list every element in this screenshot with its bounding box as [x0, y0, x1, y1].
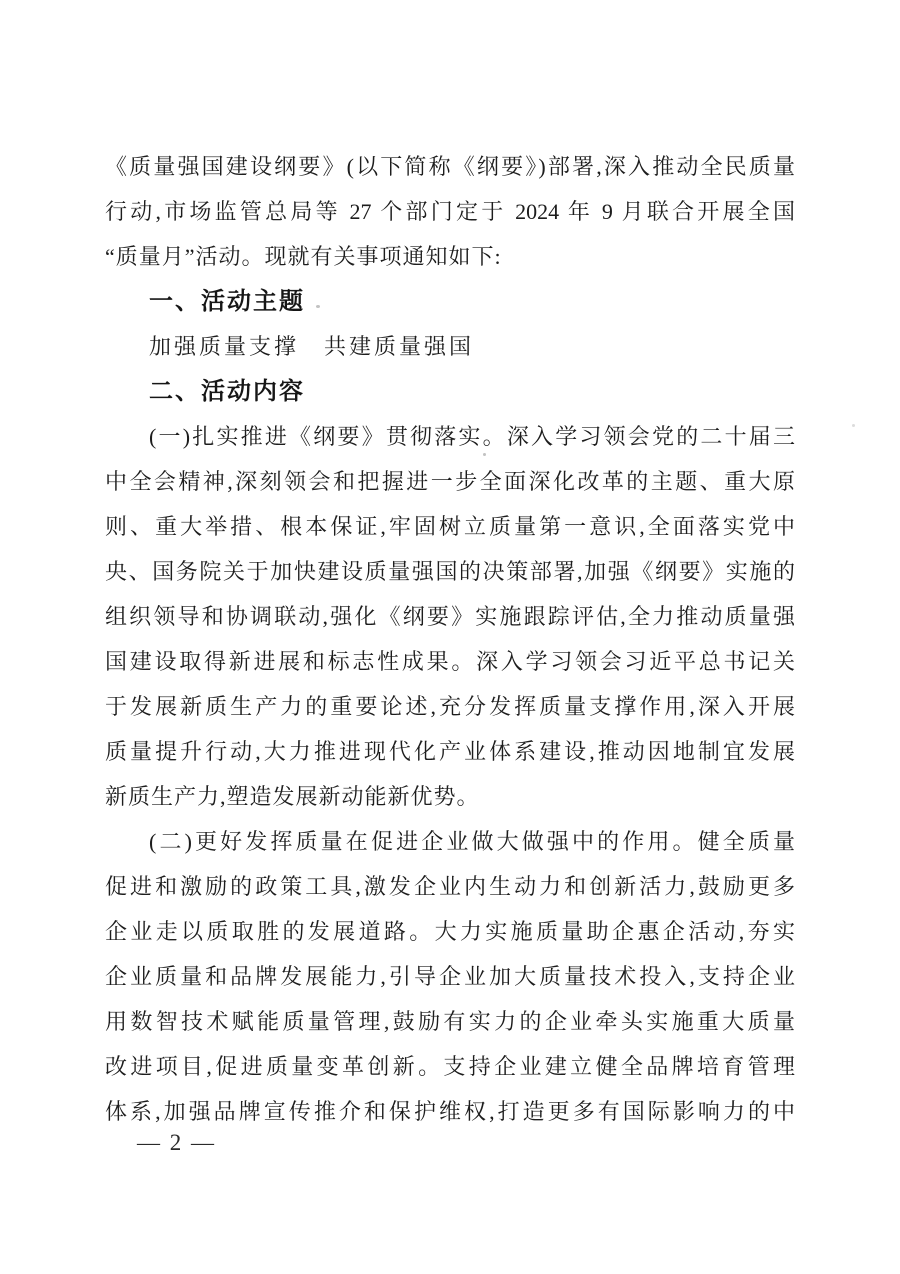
item-2-paragraph-line-3: 企业走以质取胜的发展道路。大力实施质量助企惠企活动,夯实 — [105, 919, 795, 944]
item-1-paragraph-line-4: 央、国务院关于加快建设质量强国的决策部署,加强《纲要》实施的 — [105, 559, 795, 584]
item-2-paragraph-line-7: 体系,加强品牌宣传推介和保护维权,打造更多有国际影响力的中 — [105, 1099, 795, 1124]
intro-paragraph-line-1: 《质量强国建设纲要》(以下简称《纲要》)部署,深入推动全民质量 — [105, 154, 795, 179]
item-2-paragraph-line-5: 用数智技术赋能质量管理,鼓励有实力的企业牵头实施重大质量 — [105, 1009, 795, 1034]
item-2-paragraph-line-2: 促进和激励的政策工具,激发企业内生动力和创新活力,鼓励更多 — [105, 874, 795, 899]
item-1-paragraph-line-5: 组织领导和协调联动,强化《纲要》实施跟踪评估,全力推动质量强 — [105, 604, 795, 629]
item-1-paragraph-line-3: 则、重大举措、根本保证,牢固树立质量第一意识,全面落实党中 — [105, 514, 795, 539]
item-2-paragraph-line-4: 企业质量和品牌发展能力,引导企业加大质量技术投入,支持企业 — [105, 964, 795, 989]
item-1-paragraph-line-6: 国建设取得新进展和标志性成果。深入学习领会习近平总书记关 — [105, 649, 795, 674]
item-1-paragraph-line-7: 于发展新质生产力的重要论述,充分发挥质量支撑作用,深入开展 — [105, 694, 795, 719]
intro-paragraph-line-3: “质量月”活动。现就有关事项通知如下: — [105, 244, 502, 269]
activity-theme: 加强质量支撑 共建质量强国 — [149, 334, 475, 359]
scan-speck — [483, 453, 486, 456]
section-2-heading: 二、活动内容 — [149, 378, 305, 405]
intro-paragraph-line-2: 行动,市场监管总局等 27 个部门定于 2024 年 9 月联合开展全国 — [105, 199, 795, 224]
section-1-heading: 一、活动主题 — [149, 288, 305, 315]
item-1-paragraph-line-2: 中全会精神,深刻领会和把握进一步全面深化改革的主题、重大原 — [105, 469, 795, 494]
item-2-paragraph-line-6: 改进项目,促进质量变革创新。支持企业建立健全品牌培育管理 — [105, 1054, 795, 1079]
item-1-paragraph-line-1: (一)扎实推进《纲要》贯彻落实。深入学习领会党的二十届三 — [149, 424, 795, 449]
item-1-paragraph-line-9: 新质生产力,塑造发展新动能新优势。 — [105, 784, 480, 809]
scan-speck — [852, 424, 855, 427]
scan-speck — [316, 305, 320, 308]
item-1-paragraph-line-8: 质量提升行动,大力推进现代化产业体系建设,推动因地制宜发展 — [105, 739, 795, 764]
document-body — [105, 144, 795, 1134]
item-2-paragraph-line-1: (二)更好发挥质量在促进企业做大做强中的作用。健全质量 — [149, 829, 795, 854]
page-number: — 2 — — [137, 1130, 216, 1155]
